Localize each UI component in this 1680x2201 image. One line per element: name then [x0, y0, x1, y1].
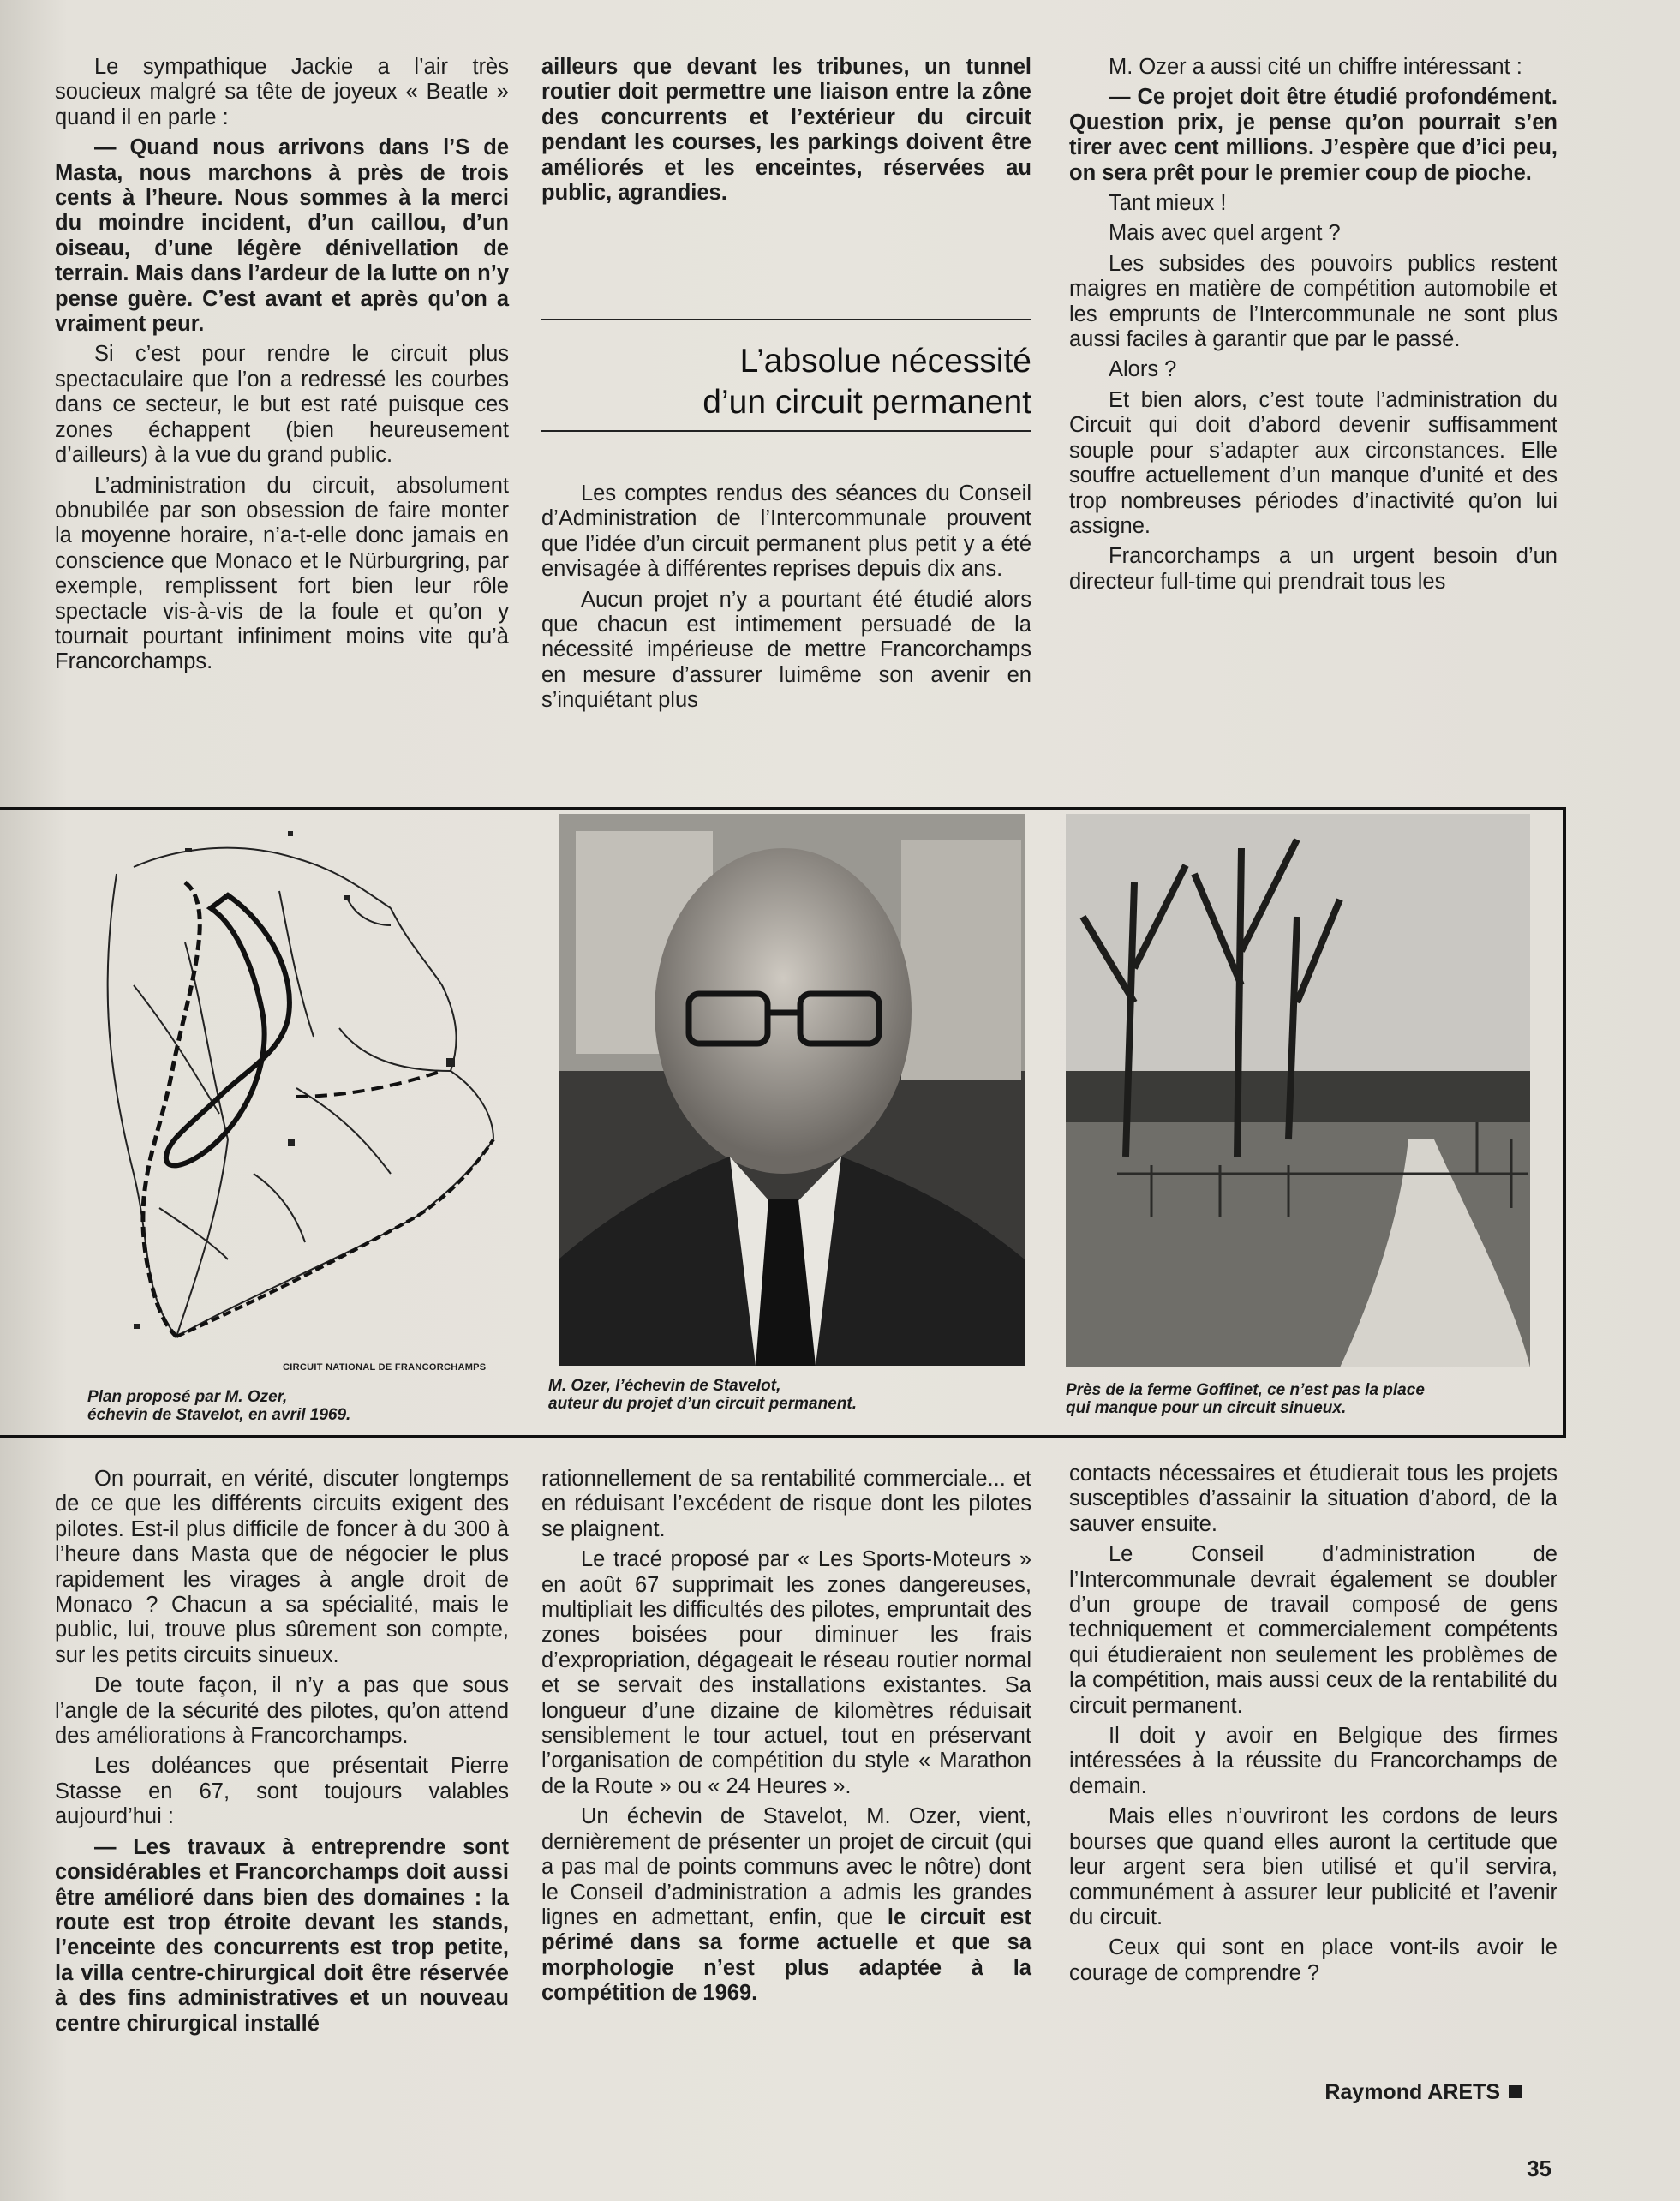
paragraph: [1069, 1935, 1557, 1986]
paragraph-text: Ceux qui sont en place vont-ils avoir le courage de comprendre ?: [1069, 1935, 1557, 1985]
caption-portrait: [548, 1377, 857, 1413]
road-photo-drawing: [1066, 814, 1530, 1367]
circuit-map-figure: [82, 814, 545, 1379]
paragraph-text: Le tracé proposé par « Les Sports-Moteurs » en août 67 supprimait les zones dangereuses, multipliait les difficultés des pilotes, empruntait des zones boisées pour diminuer les frais d’expropriation, dégageait le réseau routier normal et se servait des installations existantes. Sa longueur d’une dizaine de kilomètres réduisait sensiblement le tour actuel, tout en préservant l’organisation de compétition du style « Marathon de la Route » ou « 24 Heures ».: [541, 1547, 1031, 1798]
paragraph-text: — Quand nous arrivons dans l’S de Masta, nous marchons à près de trois cents à l’heure. Nous sommes à la merci du moindre incident, d’un caillou, d’un oiseau, d’une légère dénivellation de terrain. Mais dans l’ardeur de la lutte on n’y pense guère. C’est avant et après qu’on a vraiment peur.: [55, 135, 509, 337]
bottom-column-1: [55, 1467, 509, 2042]
page-number: 35: [1527, 2156, 1551, 2181]
paragraph: [55, 342, 509, 468]
paragraph-text: De toute façon, il n’y a pas que sous l’angle de la sécurité des pilotes, qu’on attend des améliorations à Francorchamps.: [55, 1673, 509, 1749]
paragraph-text: Si c’est pour rendre le circuit plus spectaculaire que l’on a redressé les courbes dans ce secteur, le but est raté puisque ces zones échappent (bien heureusement d’ailleurs) à la vue du grand public.: [55, 342, 509, 468]
portrait-photo-drawing: [559, 814, 1025, 1366]
paragraph-text: Tant mieux !: [1109, 191, 1227, 216]
caption-map-line-2: échevin de Stavelot, en avril 1969.: [87, 1406, 351, 1424]
paragraph-text: Alors ?: [1109, 357, 1177, 382]
heading-line-2: d’un circuit permanent: [702, 384, 1031, 421]
paragraph-text: Et bien alors, c’est toute l’administration du Circuit qui doit d’abord devenir suffisamment souple pour s’adapter aux circonstances. Elle souffre actuellement d’un manque d’unité et des trop nombreuses périodes d’inactivité qu’on lui assigne.: [1069, 387, 1557, 538]
paragraph-text: rationnellement de sa rentabilité commerciale... et en réduisant l’excédent de risque dont les pilotes se plaignent.: [541, 1467, 1031, 1541]
caption-road-line-2: qui manque pour un circuit sinueux.: [1066, 1399, 1347, 1417]
top-column-2-intro: [541, 55, 1031, 211]
paragraph-text: Les subsides des pouvoirs publics restent maigres en matière de compétition automobile et les emprunts de l’Intercommunale ne sont plus aussi faciles à garantir que par le passé.: [1069, 251, 1557, 352]
paragraph-text: On pourrait, en vérité, discuter longtemps de ce que les différents circuits exigent des pilotes. Est-il plus difficile de foncer à du 300 à l’heure dans Masta que de négocier le plus rapidement les virages à angle droit de Monaco ? Chacun a sa spécialité, mais le public, lui, trouve plus sûrement son compte, sur les petits circuits sinueux.: [55, 1467, 509, 1667]
paragraph: [1069, 1542, 1557, 1719]
map-title: CIRCUIT NATIONAL DE FRANCORCHAMPS: [283, 1362, 487, 1373]
paragraph: [1069, 357, 1557, 382]
author-name: Raymond ARETS: [1324, 2080, 1500, 2104]
caption-portrait-line-2: auteur du projet d’un circuit permanent.: [548, 1395, 857, 1413]
paragraph-text: Mais avec quel argent ?: [1109, 221, 1341, 246]
paragraph-text: Mais elles n’ouvriront les cordons de leurs bourses que quand elles auront la certitude que leur argent sera bien utilisé et qu’il servira, communément à assurer leur publicité et l’avenir du circuit.: [1069, 1804, 1557, 1929]
paragraph-text: Aucun projet n’y a pourtant été étudié alors que chacun est intimement persuadé de la nécessité impérieuse de mettre Francorchamps en mesure d’assurer luimême son avenir en s’inquiétant plus: [541, 587, 1031, 713]
heading-rule-bottom: [541, 430, 1031, 432]
caption-road-line-1: Près de la ferme Goffinet, ce n’est pas la place: [1066, 1381, 1425, 1399]
paragraph: [55, 1673, 509, 1749]
paragraph: [1069, 221, 1557, 246]
paragraph: [1069, 55, 1557, 80]
paragraph-text: Un échevin de Stavelot, M. Ozer, vient, dernièrement de présenter un projet de circuit (qui a pas mal de points communs avec le nôtre) dont le Conseil d’administration a admis les grandes lignes en admettant, enfin, que: [541, 1804, 1031, 1929]
paragraph: [55, 135, 509, 337]
paragraph: [541, 588, 1031, 714]
paragraph-text: Les doléances que présentait Pierre Stasse en 67, sont toujours valables aujourd’hui :: [55, 1754, 509, 1829]
paragraph-text: Il doit y avoir en Belgique des firmes intéressées à la réussite du Francorchamps de demain.: [1069, 1724, 1557, 1798]
paragraph: [55, 1754, 509, 1829]
paragraph-text: Francorchamps a un urgent besoin d’un directeur full-time qui prendrait tous les: [1069, 544, 1557, 594]
paragraph: [55, 474, 509, 675]
caption-map: [87, 1388, 350, 1424]
caption-portrait-line-1: M. Ozer, l’échevin de Stavelot,: [548, 1377, 781, 1395]
paragraph: [1069, 1724, 1557, 1799]
paragraph-bold-tail: le circuit est périmé dans sa forme actuelle et que sa morphologie n’est plus adaptée à la compétition de 1969.: [541, 1905, 1031, 2006]
caption-map-line-1: Plan proposé par M. Ozer,: [87, 1388, 288, 1406]
top-column-2: [541, 481, 1031, 719]
portrait-photo: [559, 814, 1025, 1366]
bottom-column-3: [1069, 1462, 1557, 1991]
circuit-map-drawing: [82, 814, 545, 1379]
heading-line-1: L’absolue nécessité: [739, 343, 1031, 380]
end-mark: [1509, 2085, 1522, 2098]
paragraph: [1069, 252, 1557, 353]
caption-road: [1066, 1381, 1425, 1417]
paragraph: [1069, 1804, 1557, 1930]
paragraph-text: M. Ozer a aussi cité un chiffre intéressant :: [1109, 55, 1522, 79]
paragraph-text: contacts nécessaires et étudierait tous les projets susceptibles d’assainir la situation d’abord, de la sauver ensuite.: [1069, 1462, 1557, 1536]
paragraph: [541, 481, 1031, 583]
paragraph-text: Le sympathique Jackie a l’air très soucieux malgré sa tête de joyeux « Beatle » quand il en parle :: [55, 55, 509, 129]
road-photo: [1066, 814, 1530, 1367]
heading-rule-top: [541, 319, 1031, 320]
top-column-3: [1069, 55, 1557, 600]
top-column-1: [55, 55, 509, 680]
paragraph: [55, 1467, 509, 1668]
bottom-column-2: [541, 1467, 1031, 2012]
paragraph: [55, 1835, 509, 2037]
paragraph: [1069, 85, 1557, 186]
paragraph-text: Le Conseil d’administration de l’Intercommunale devrait également se doubler d’un groupe de travail composé de gens techniquement et commercialement compétents qui étudieraient non seulement les problèmes de la compétition, mais aussi ceux de la rentabilité du circuit permanent.: [1069, 1542, 1557, 1718]
paragraph-text: L’administration du circuit, absolument obnubilée par son obsession de faire monter la moyenne horaire, n’a-t-elle donc jamais en conscience que Monaco et le Nürburgring, par exemple, remplissent fort bien leur rôle spectacle vis-à-vis de la foule et qu’on y tournait pourtant infiniment moins vite qu’à Francorchamps.: [55, 473, 509, 674]
section-heading: [541, 341, 1031, 423]
paragraph: [541, 1467, 1031, 1542]
paragraph-text: — Les travaux à entreprendre sont considérables et Francorchamps doit aussi être amélioré dans bien des domaines : la route est trop étroite devant les stands, l’enceinte des concurrents est trop petite, la villa centre-chirurgical doit être réservée à des fins administratives et un nouveau centre chirurgical installé: [55, 1834, 509, 2036]
paragraph: [55, 55, 509, 130]
author-signature: [1324, 2080, 1522, 2105]
paragraph-text: Les comptes rendus des séances du Conseil d’Administration de l’Intercommunale prouvent que l’idée d’un circuit permanent plus petit y a été envisagée à différentes reprises depuis dix ans.: [541, 481, 1031, 582]
paragraph-text: — Ce projet doit être étudié profondément. Question prix, je pense qu’on pourrait s’en tirer avec cent millions. J’espère que d’ici peu, on sera prêt pour le premier coup de pioche.: [1069, 85, 1557, 185]
paragraph: [541, 1547, 1031, 1799]
paragraph: ailleurs que devant les tribunes, un tunnel routier doit permettre une liaison entre la zône des concurrents et l’extérieur du circuit pendant les courses, les parkings doivent être améliorés et les enceintes, réservées au public, agrandies.: [541, 55, 1031, 206]
paragraph: [1069, 388, 1557, 539]
paragraph: [1069, 191, 1557, 216]
paragraph: [541, 1804, 1031, 2006]
paragraph: [1069, 544, 1557, 595]
paragraph: [1069, 1462, 1557, 1537]
